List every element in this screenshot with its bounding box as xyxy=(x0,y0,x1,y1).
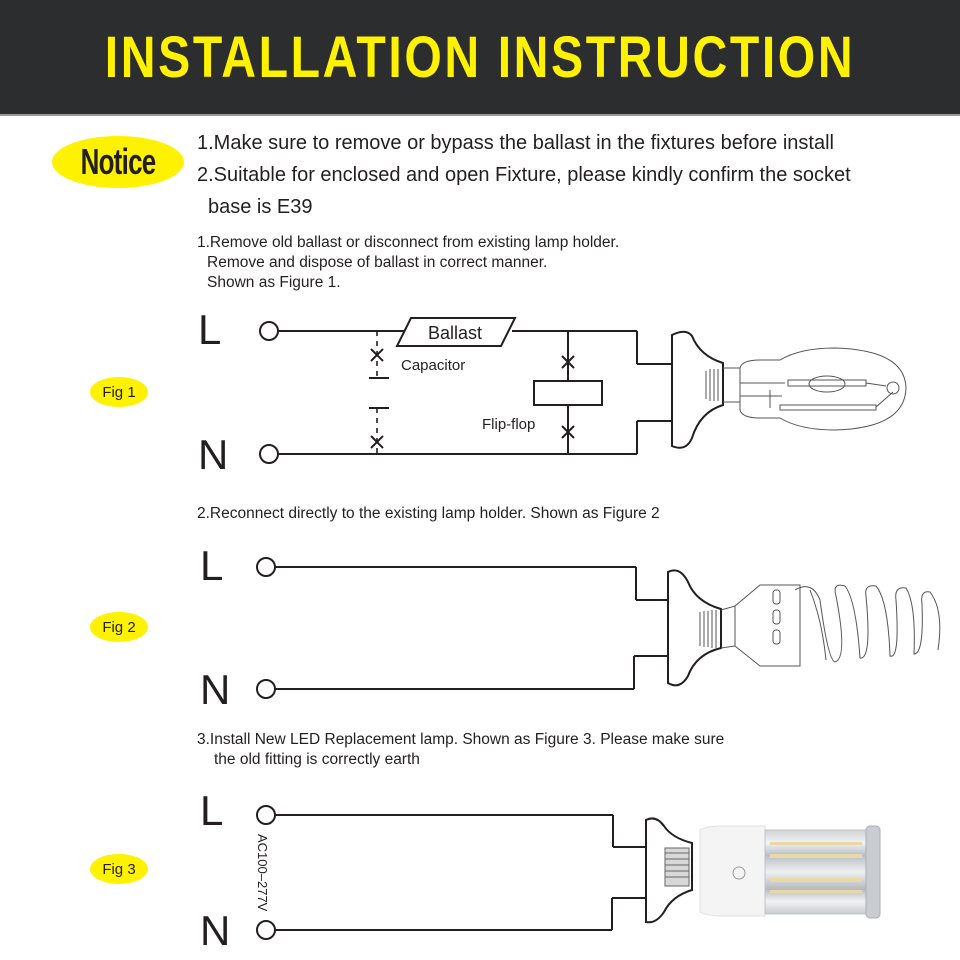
voltage-label: AC100–277V xyxy=(255,834,270,912)
notice-line-3: base is E39 xyxy=(208,196,313,218)
notice-line-1: 1.Make sure to remove or bypass the ballast in the fixtures before install xyxy=(197,132,834,154)
step-1-line-1: 1.Remove old ballast or disconnect from existing lamp holder. xyxy=(197,234,620,251)
fig-1-neutral-label: N xyxy=(198,431,229,478)
fig-3-badge-label: Fig 3 xyxy=(102,860,136,878)
fig-3-neutral-label: N xyxy=(200,907,231,954)
step-1-line-2: Remove and dispose of ballast in correct manner. xyxy=(207,254,548,271)
fig-2-line-label: L xyxy=(200,542,224,589)
step-3-line-1: 3.Install New LED Replacement lamp. Shown as Figure 3. Please make sure xyxy=(197,731,725,748)
fig-2-badge-label: Fig 2 xyxy=(102,618,136,636)
flipflop-label: Flip-flop xyxy=(482,416,536,433)
page-title: INSTALLATION INSTRUCTION xyxy=(104,23,856,90)
fig-3-line-label: L xyxy=(200,787,224,834)
fig-1-line-label: L xyxy=(198,306,222,353)
capacitor-label: Capacitor xyxy=(401,357,466,374)
notice-line-2: 2.Suitable for enclosed and open Fixture, please kindly confirm the socket xyxy=(197,164,851,186)
fig-2-neutral-label: N xyxy=(200,666,231,713)
step-2-line-1: 2.Reconnect directly to the existing lamp holder. Shown as Figure 2 xyxy=(197,505,660,522)
fig-1-badge-label: Fig 1 xyxy=(102,383,136,401)
ballast-label: Ballast xyxy=(428,323,483,343)
notice-badge-label: Notice xyxy=(80,141,156,182)
step-3-line-2: the old fitting is correctly earth xyxy=(214,751,420,768)
step-1-line-3: Shown as Figure 1. xyxy=(207,274,341,291)
